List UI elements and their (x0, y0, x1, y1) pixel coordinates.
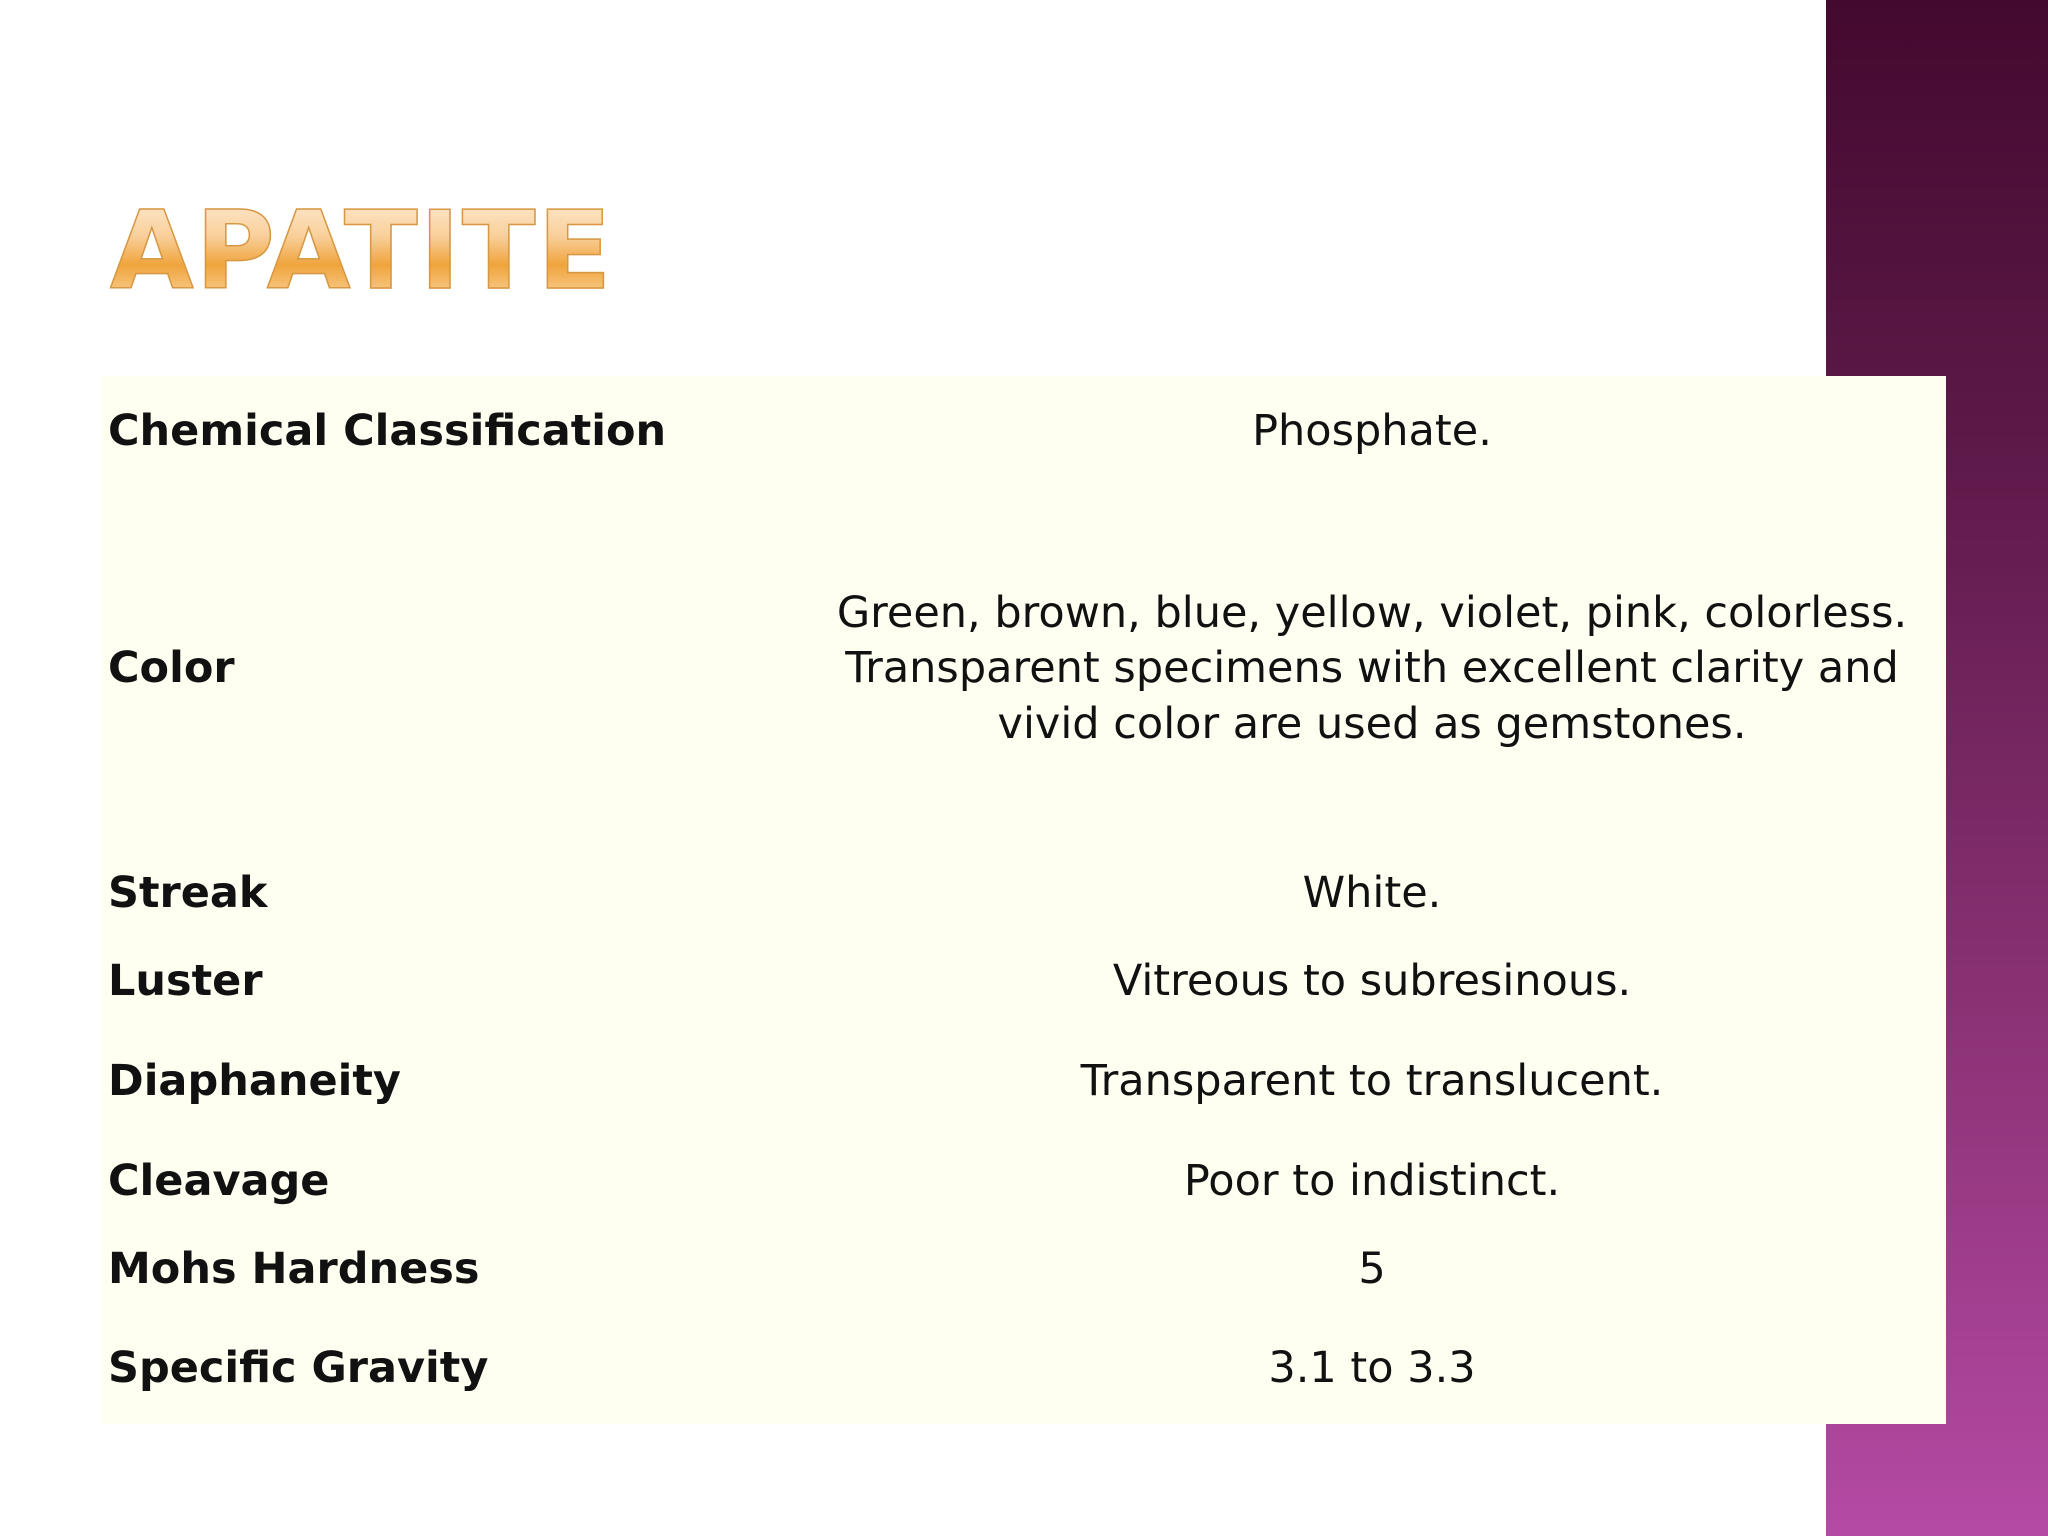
table-row (102, 850, 1946, 938)
property-label: Streak (108, 868, 268, 919)
slide-title: APATITE (110, 189, 614, 314)
property-label: Cleavage (108, 1156, 330, 1207)
table-row (102, 1314, 1946, 1424)
property-label: Diaphaneity (108, 1056, 401, 1107)
property-label: Color (108, 643, 235, 694)
property-value: Green, brown, blue, yellow, violet, pink, colorless. Transparent specimens with excellent clarity and vivid color are used as gemstones. (836, 588, 1908, 749)
mineral-properties-table (102, 376, 1946, 1424)
property-label: Luster (108, 956, 263, 1007)
property-value: White. (1302, 868, 1442, 919)
table-row (102, 488, 1946, 850)
property-value: 3.1 to 3.3 (1268, 1343, 1476, 1394)
property-value: Vitreous to subresinous. (1112, 956, 1632, 1007)
table-row (102, 1226, 1946, 1314)
property-label: Mohs Hardness (108, 1244, 480, 1295)
table-row (102, 938, 1946, 1026)
property-value: 5 (1358, 1244, 1386, 1295)
table-row (102, 376, 1946, 488)
property-value: Poor to indistinct. (1183, 1156, 1561, 1207)
table-row (102, 1026, 1946, 1138)
property-label: Chemical Classification (108, 406, 667, 457)
table-row (102, 1138, 1946, 1226)
property-label: Specific Gravity (108, 1343, 489, 1394)
property-value: Phosphate. (1252, 406, 1492, 457)
property-value: Transparent to translucent. (1080, 1056, 1664, 1107)
